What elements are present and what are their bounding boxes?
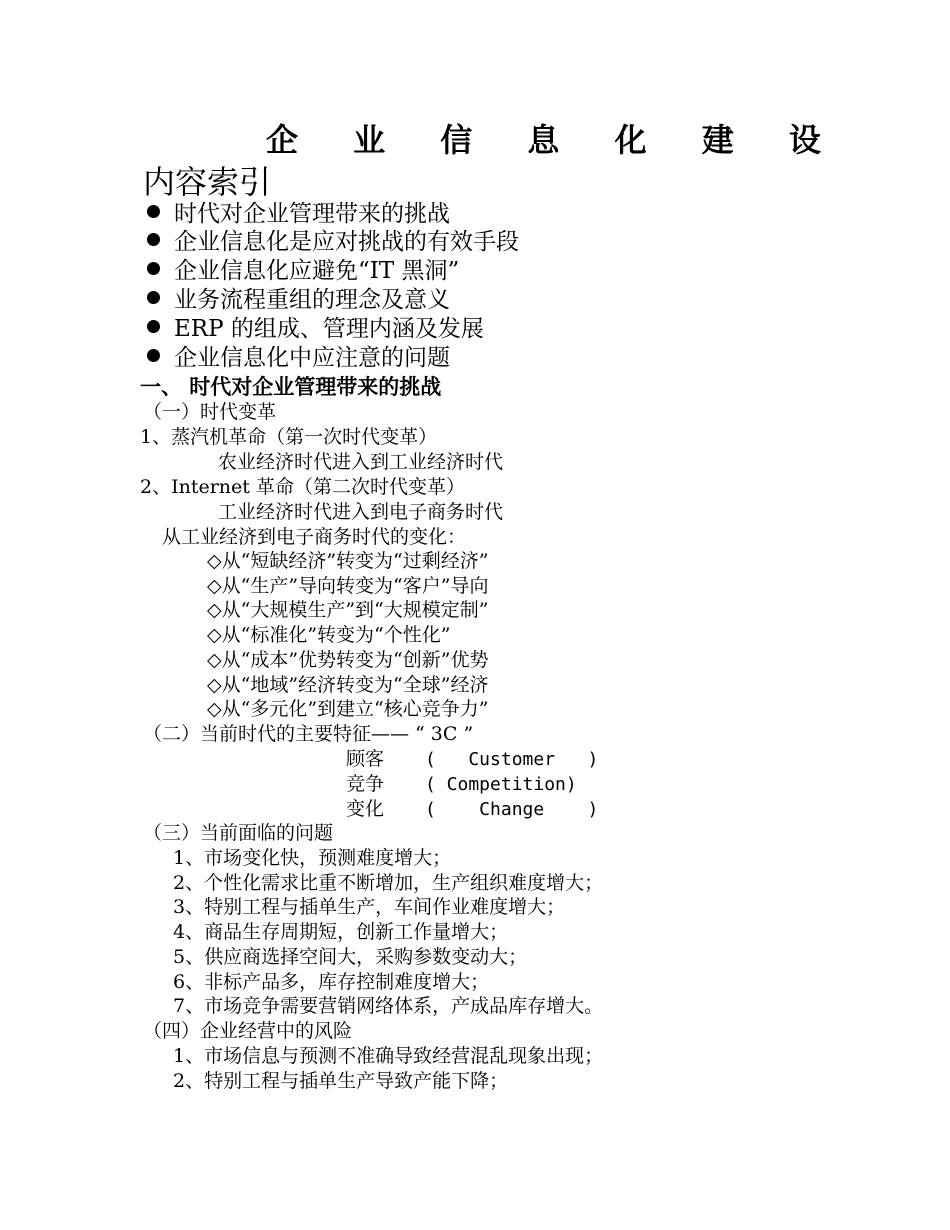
toc-item: 企业信息化中应注意的问题 xyxy=(147,347,450,370)
risk-item: 2、特别工程与插单生产导致产能下降； xyxy=(173,1070,509,1092)
change-item: ◇从“短缺经济”转变为“过剩经济” xyxy=(207,550,489,572)
list-item: 1、蒸汽机革命（第一次时代变革） xyxy=(140,426,438,448)
toc-item: 业务流程重组的理念及意义 xyxy=(147,289,450,312)
feature-english: ( Change ) xyxy=(425,799,599,820)
problem-item: 6、非标产品多，库存控制难度增大； xyxy=(173,971,490,993)
feature-english: ( Customer ) xyxy=(425,749,599,770)
feature-label: 竞争 xyxy=(346,773,385,795)
change-item: ◇从“大规模生产”到“大规模定制” xyxy=(207,599,489,621)
problem-item: 5、供应商选择空间大，采购参数变动大； xyxy=(173,946,528,968)
problem-item: 4、商品生存周期短，创新工作量增大； xyxy=(173,921,509,943)
subsection-heading: （四）企业经营中的风险 xyxy=(143,1020,353,1042)
feature-label: 变化 xyxy=(346,798,385,820)
bullet-icon xyxy=(147,291,160,304)
section-heading: 一、 时代对企业管理带来的挑战 xyxy=(140,374,442,399)
paragraph: 从工业经济到电子商务时代的变化： xyxy=(162,526,467,548)
change-item: ◇从“标准化”转变为“个性化” xyxy=(207,624,451,646)
bullet-icon xyxy=(147,320,160,333)
change-item: ◇从“多元化”到建立“核心竞争力” xyxy=(207,698,489,720)
document-title: 企 业 信 息 化 建 设 xyxy=(266,121,843,159)
toc-item: 时代对企业管理带来的挑战 xyxy=(147,203,450,226)
feature-label: 顾客 xyxy=(346,748,385,770)
subsection-heading: （三）当前面临的问题 xyxy=(143,822,334,844)
problem-item: 2、个性化需求比重不断增加，生产组织难度增大； xyxy=(173,872,604,894)
subsection-heading: （二）当前时代的主要特征—— “ 3C ” xyxy=(143,723,474,745)
list-item-description: 工业经济时代进入到电子商务时代 xyxy=(218,501,504,523)
toc-item: 企业信息化应避免“IT 黑洞” xyxy=(147,260,459,283)
bullet-icon xyxy=(147,262,160,275)
change-item: ◇从“生产”导向转变为“客户”导向 xyxy=(207,575,489,597)
list-item: 2、Internet 革命（第二次时代变革） xyxy=(140,476,465,498)
problem-item: 1、市场变化快，预测难度增大； xyxy=(173,847,452,869)
bullet-icon xyxy=(147,233,160,246)
change-item: ◇从“地域”经济转变为“全球”经济 xyxy=(207,674,489,696)
list-item-description: 农业经济时代进入到工业经济时代 xyxy=(218,451,504,473)
feature-english: ( Competition) xyxy=(425,774,577,795)
problem-item: 3、特别工程与插单生产，车间作业难度增大； xyxy=(173,896,566,918)
change-item: ◇从“成本”优势转变为“创新”优势 xyxy=(207,649,489,671)
toc-heading: 内容索引 xyxy=(143,163,272,201)
toc-item: 企业信息化是应对挑战的有效手段 xyxy=(147,231,519,254)
risk-item: 1、市场信息与预测不准确导致经营混乱现象出现； xyxy=(173,1045,604,1067)
problem-item: 7、市场竞争需要营销网络体系，产成品库存增大。 xyxy=(173,995,604,1017)
bullet-icon xyxy=(147,205,160,218)
toc-item: ERP 的组成、管理内涵及发展 xyxy=(147,318,484,341)
subsection-heading: （一）时代变革 xyxy=(143,401,277,423)
bullet-icon xyxy=(147,349,160,362)
